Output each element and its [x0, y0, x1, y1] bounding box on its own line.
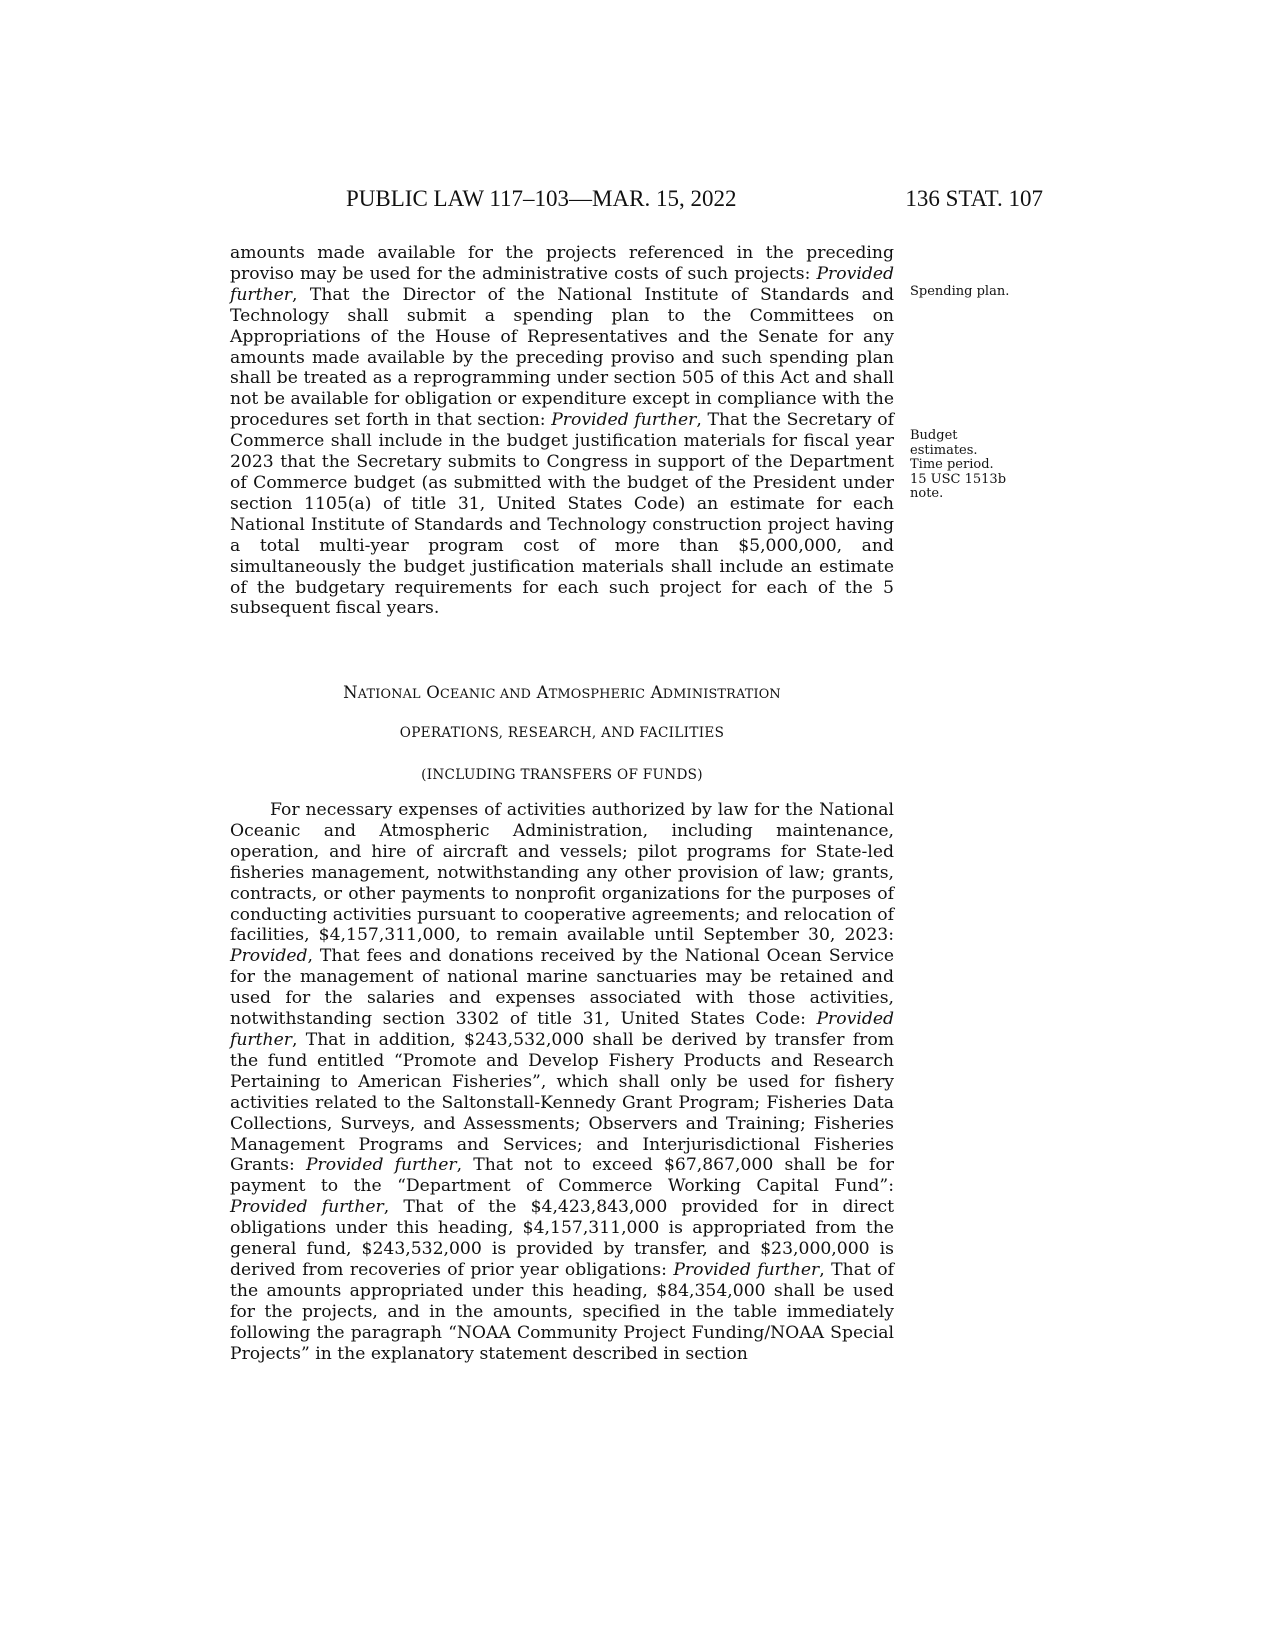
smallcaps-run: CEANIC AND: [439, 687, 532, 702]
italic-proviso: Provided further: [673, 1259, 820, 1280]
margin-note-line: Budget: [910, 428, 958, 443]
italic-proviso: Provided further: [230, 263, 894, 305]
italic-proviso: Provided further: [230, 1197, 384, 1218]
italic-proviso: Provided further: [551, 410, 697, 431]
body-paragraph-noaa: [230, 800, 894, 1364]
text-run: , That not to exceed $67,867,000 shall be for payment to the “Department of Commerce Working Capital Fund”:: [230, 1155, 894, 1197]
smallcaps-run: ATIONAL: [357, 687, 421, 702]
margin-note-spending-plan: Spending plan.: [910, 284, 1010, 299]
text-run: amounts made available for the projects referenced in the preceding proviso may be used for the administrative costs of such projects:: [230, 243, 894, 284]
text-run: , That in addition, $243,532,000 shall be derived by transfer from the fund entitled “Promote and Develop Fishery Products and Research Pertaining to American Fisheries”, which shall only be used for fishery activities related to the Saltonstall-Kennedy Grant Program; Fisheries Data Collections, Surveys, and Assessments; Observers and Training; Fisheries Management Programs and Services; and Interjurisdictional Fisheries Grants:: [230, 1029, 894, 1176]
text-run: , That fees and donations received by the National Ocean Service for the management of national marine sanctuaries may be retained and used for the salaries and expenses associated with those activities, notwithstanding section 3302 of title 31, United States Code:: [230, 946, 894, 1030]
text-run: , That of the $4,423,843,000 provided for in direct obligations under this heading, $4,157,311,000 is appropriated from the general fund, $243,532,000 is provided by transfer, and $23,000,000 is derived from recoveries of prior year obligations:: [230, 1197, 894, 1280]
text-run: For necessary expenses of activities authorized by law for the National Oceanic and Atmospheric Administration, including maintenance, operation, and hire of aircraft and vessels; pilot programs for State-led fisheries management, notwithstanding any other provision of law; grants, contracts, or other payments to nonprofit organizations for the purposes of conducting activities pursuant to cooperative agreements; and relocation of facilities, $4,157,311,000, to remain available until September 30, 2023:: [230, 800, 894, 946]
smallcaps-run: DMINISTRATION: [662, 687, 781, 702]
text-run: , That the Director of the National Institute of Standards and Technology shall submit a spending plan to the Committees on Appropriations of the House of Representatives and the Senate for any amounts made available by the preceding proviso and such spending plan shall be treated as a reprogramming under section 505 of this Act and shall not be available for obligation or expenditure except in compliance with the procedures set forth in that section:: [230, 284, 894, 431]
margin-note-line: Time period.: [910, 457, 994, 472]
margin-note-line: estimates.: [910, 442, 978, 458]
transfers-subheading: (INCLUDING TRANSFERS OF FUNDS): [421, 767, 703, 783]
margin-note-line: 15 USC 1513b: [910, 471, 1007, 487]
body-paragraph-continued: [230, 243, 894, 619]
margin-note-budget-estimates: [910, 429, 1030, 502]
stat-page-number: 136 STAT. 107: [905, 186, 1043, 211]
italic-proviso: Provided further: [230, 1009, 894, 1050]
cap-letter: A: [650, 683, 663, 702]
cap-letter: N: [343, 683, 358, 702]
account-heading: OPERATIONS, RESEARCH, AND FACILITIES: [399, 725, 725, 741]
cap-letter: O: [426, 683, 440, 702]
italic-proviso: Provided: [230, 946, 308, 967]
text-run: , That of the amounts appropriated under this heading, $84,354,000 shall be used for the projects, and in the amounts, specified in the table immediately following the paragraph “NOAA Community Project Funding/NOAA Special Projects” in the explanatory statement described in section: [230, 1259, 894, 1364]
agency-heading: [230, 683, 894, 702]
page-header: [228, 186, 1043, 216]
cap-letter: A: [536, 683, 549, 702]
margin-note-line: note.: [910, 486, 944, 501]
running-head-law: PUBLIC LAW 117–103—MAR. 15, 2022: [346, 186, 737, 211]
paragraph-noaa-operations: [230, 800, 894, 1364]
paragraph-nist-proviso: [230, 243, 894, 619]
text-run: , That the Secretary of Commerce shall include in the budget justification materials for fiscal year 2023 that the Secretary submits to Congress in support of the Department of Commerce budget (as submitted with the budget of the President under section 1105(a) of title 31, United States Code) an estimate for each National Institute of Standards and Technology construction project having a total multi-year program cost of more than $5,000,000, and simultaneously the budget justification materials shall include an estimate of the budgetary requirements for each such project for each of the 5 subsequent fiscal years.: [230, 410, 894, 619]
smallcaps-run: TMOSPHERIC: [548, 687, 646, 702]
italic-proviso: Provided further: [305, 1155, 457, 1176]
